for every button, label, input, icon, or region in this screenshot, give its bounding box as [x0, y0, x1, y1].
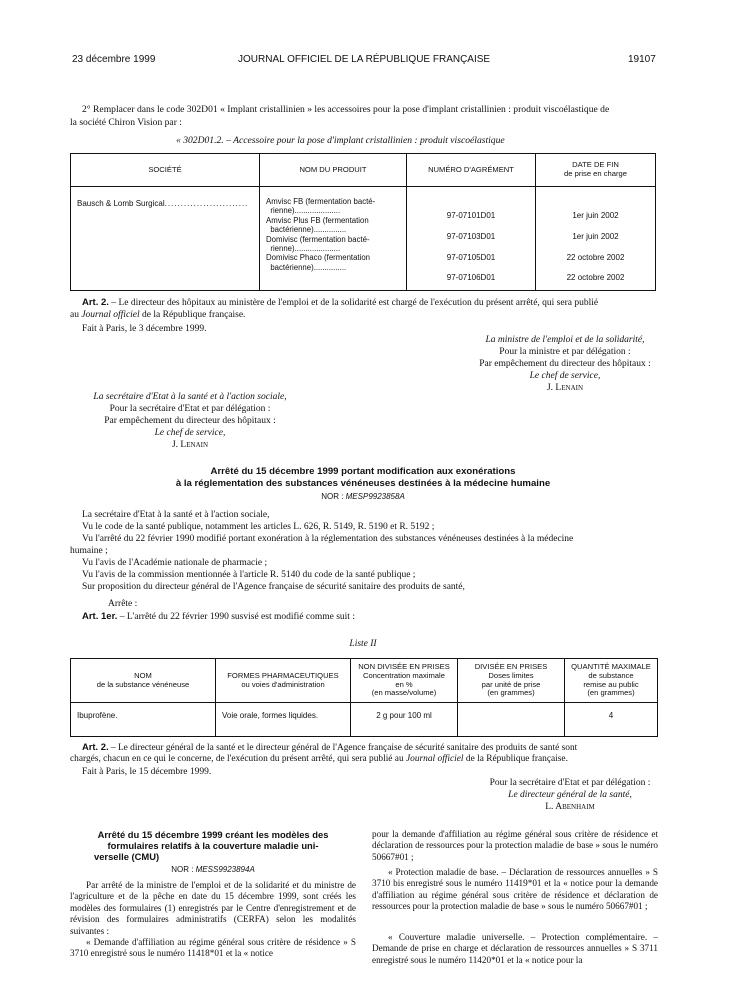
arrete-2-body-left-2: « Demande d'affiliation au régime général sous critère de résidence » S 3710 enregistré sous le numéro 11418*01 et la « notice: [70, 937, 356, 959]
end-date: 22 octobre 2002: [566, 273, 625, 283]
cell-concentration: 2 g pour 100 ml: [351, 703, 458, 737]
signature-block-directeur: Pour la secrétaire d'Etat et par délégation : Le directeur général de la santé, L. Abenhaim: [489, 778, 651, 812]
col-header-societe: SOCIÉTÉ: [71, 154, 260, 187]
nor-2: NOR : MESS9923894A: [171, 865, 255, 874]
end-date: 22 octobre 2002: [566, 252, 625, 262]
article-2-second-cont: chargés, chacun en ce qui le concerne, de l'exécution du présent arrêté, qui sera publié au Journal officiel de la République française.: [70, 754, 568, 764]
end-date: 1er juin 2002: [572, 231, 619, 241]
arrete-2-body-right-3: « Couverture maladie universelle. – Protection complémentaire. – Demande de prise en charge et déclaration de ressources annuelles » S 3711 enregistré sous le numéro 11420*01 et la « notice pour la: [372, 932, 658, 965]
cell-substance: Ibuprofène.: [71, 703, 216, 737]
visa-line: La secrétaire d'Etat à la santé et à l'action sociale,: [82, 510, 270, 520]
end-date: 1er juin 2002: [572, 211, 619, 220]
col-header-agrement: NUMÉRO D'AGRÉMENT: [407, 154, 536, 187]
nor-1: NOR : MESP9923858A: [321, 492, 405, 501]
visa-line: Vu l'arrêté du 22 février 1990 modifié portant exonération à la réglementation des substances vénéneuses destinées à la médecine: [82, 534, 574, 544]
col-header-non-divisee: NON DIVISÉE EN PRISES Concentration maximale en % (en masse/volume): [351, 659, 458, 703]
article-1: Art. 1er. – L'arrêté du 22 février 1990 susvisé est modifié comme suit :: [82, 611, 355, 622]
header-journal: JOURNAL OFFICIEL DE LA RÉPUBLIQUE FRANÇAISE: [238, 54, 491, 65]
header-page-number: 19107: [628, 54, 656, 65]
visa-line: Vu l'avis de l'Académie nationale de pharmacie ;: [82, 558, 268, 568]
arrete-2-body-right-1: pour la demande d'affiliation au régime général sous critère de résidence et déclaration de ressources pour la protection maladie de base » sous le numéro 50667#01 ;: [372, 829, 658, 862]
col-header-date: DATE DE FIN de prise en charge: [536, 154, 656, 187]
cell-numbers: [407, 187, 536, 291]
arrete-word: Arrête :: [108, 599, 138, 609]
product-row: Domivisc (fermentation bacté- rienne).....................: [266, 234, 370, 254]
table-row: [71, 703, 658, 737]
col-header-formes: FORMES PHARMACEUTIQUES ou voies d'administration: [216, 659, 351, 703]
product-row: Amvisc FB (fermentation bacté- rienne).....................: [266, 197, 376, 216]
product-row: Amvisc Plus FB (fermentation bactérienne)...............: [266, 215, 369, 235]
liste-ii-heading: Liste II: [349, 639, 377, 649]
table1-subheading: « 302D01.2. – Accessoire pour la pose d'implant cristallinien : produit viscoélastique: [176, 135, 505, 146]
col-header-nom: NOM de la substance vénéneuse: [71, 659, 216, 703]
visa-line: Vu le code de la santé publique, notamment les articles L. 626, R. 5149, R. 5190 et R. 5192 ;: [82, 522, 435, 532]
visa-line: Sur proposition du directeur général de l'Agence française de sécurité sanitaire des produits de santé,: [82, 582, 465, 592]
header-date: 23 décembre 1999: [72, 54, 156, 65]
agrement-number: 97-07106D01: [446, 273, 496, 283]
arrete-title-2: Arrêté du 15 décembre 1999 créant les modèles des formulaires relatifs à la couverture maladie uni- verselle (CMU): [94, 829, 329, 862]
visa-line: humaine ;: [70, 546, 108, 556]
article-2-second: Art. 2. – Le directeur général de la santé et le directeur général de l'Agence française de sécurité sanitaire des produits de santé sont: [82, 741, 578, 753]
signature-block-ministre: La ministre de l'emploi et de la solidarité, Pour la ministre et par délégation : Par empêchement du directeur des hôpitaux : Le chef de service, J. Lenain: [479, 335, 651, 393]
cell-forms: Voie orale, formes liquides.: [216, 703, 351, 737]
arrete-2-body-left: Par arrêté de la ministre de l'emploi et de la solidarité et du ministre de l'agriculture et de la pêche en date du 15 décembre 1999, sont créés les modèles des formulaires (1) enregistrés par le Centre d'enregistrement et de révision des formulaires administratifs (CERFA) selon les modalités suivantes :: [70, 880, 356, 936]
article-2-first-cont: au Journal officiel de la République française.: [70, 310, 246, 320]
arrete-title-1: Arrêté du 15 décembre 1999 portant modification aux exonérations à la réglementation des substances vénéneuses destinées à la médecine humaine: [175, 466, 551, 489]
agrement-number: 97-07101D01: [446, 211, 496, 220]
intro-line-2: la société Chiron Vision par :: [70, 117, 182, 128]
signature-block-secretaire: La secrétaire d'Etat à la santé et à l'action sociale, Pour la secrétaire d'Etat et par délégation : Par empêchement du directeur des hôpitaux : Le chef de service, J. Lenain: [93, 392, 287, 450]
product-row: Domivisc Phaco (fermentation bactérienne)...............: [266, 253, 370, 272]
agrement-number: 97-07103D01: [446, 231, 496, 241]
cell-quantity: 4: [565, 703, 658, 737]
intro-line-1: 2° Remplacer dans le code 302D01 « Implant cristallinien » les accessoires pour la pose d'implant cristallinien : produit viscoélastique de: [82, 104, 610, 115]
col-header-divisee: DIVISÉE EN PRISES Doses limites par unité de prise (en grammes): [458, 659, 565, 703]
cell-dose: [458, 703, 565, 737]
done-at-paris-2: Fait à Paris, le 15 décembre 1999.: [82, 767, 212, 777]
cell-dates: [536, 187, 656, 291]
done-at-paris-1: Fait à Paris, le 3 décembre 1999.: [82, 324, 207, 334]
agrement-number: 97-07105D01: [446, 252, 496, 262]
article-2-first: Art. 2. – Le directeur des hôpitaux au ministère de l'emploi et de la solidarité est chargé de l'exécution du présent arrêté, qui sera publié: [82, 297, 599, 308]
substances-table: [70, 658, 658, 737]
col-header-quantite: QUANTITÉ MAXIMALE de substance remise au public (en grammes): [565, 659, 658, 703]
visa-line: Vu l'avis de la commission mentionnée à l'article R. 5140 du code de la santé publique ;: [82, 570, 416, 580]
products-table: [70, 153, 656, 291]
cell-products: [260, 187, 407, 291]
arrete-2-body-right-2: « Protection maladie de base. – Déclaration de ressources annuelles » S 3710 bis enregistré sous le numéro 11419*01 et la « notice pour la demande d'affiliation au régime général sous critère de résidence et déclaration de ressources pour la protection maladie de base » sous le numéro 50667#01 ;: [372, 867, 658, 912]
cell-company: Bausch & Lomb Surgical..........................: [71, 187, 260, 291]
col-header-produit: NOM DU PRODUIT: [260, 154, 407, 187]
